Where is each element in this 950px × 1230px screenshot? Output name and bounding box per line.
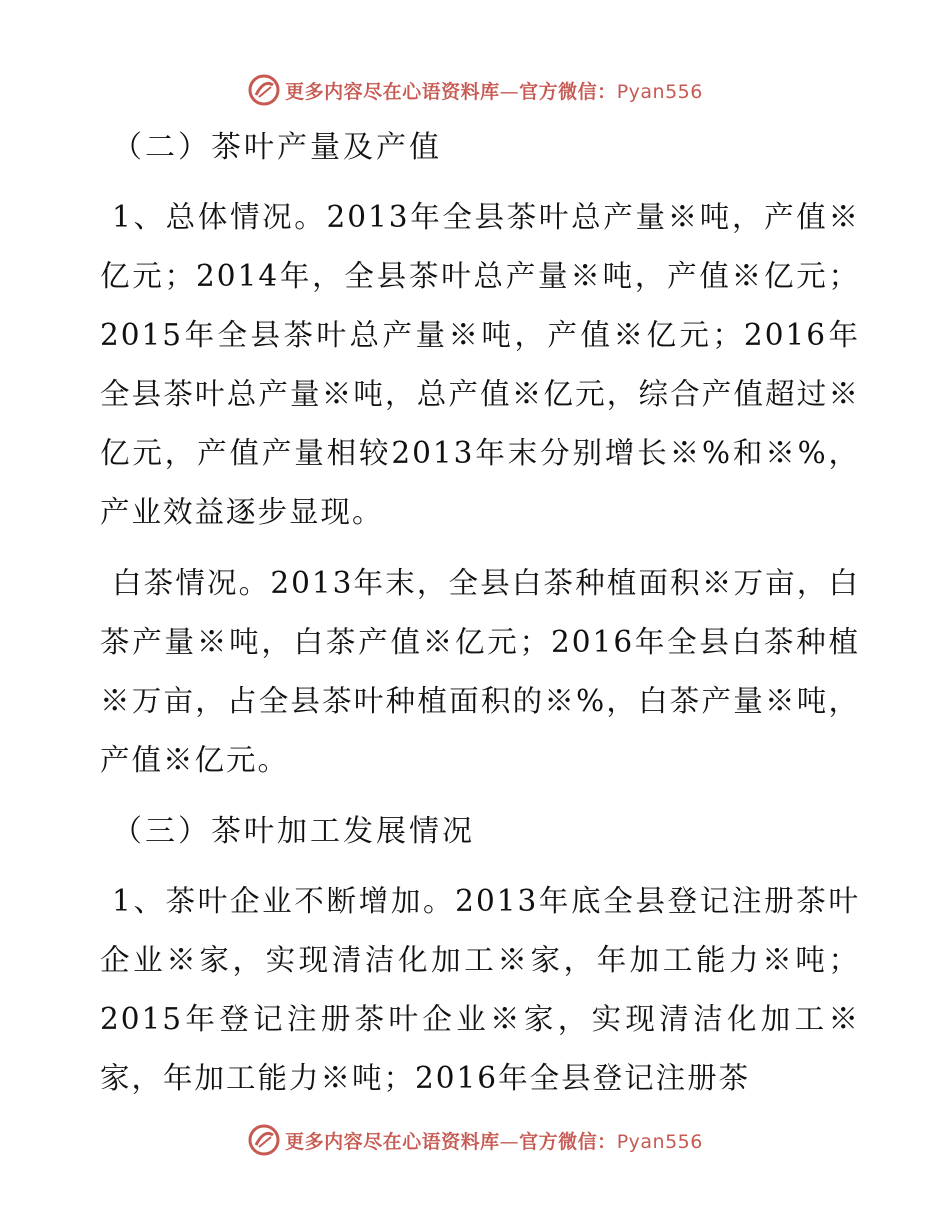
footer-watermark-text: 更多内容尽在心语资料库—官方微信：Pyan556 bbox=[285, 1130, 703, 1153]
logo-icon bbox=[247, 73, 281, 107]
section-heading-3: （三）茶叶加工发展情况 bbox=[112, 814, 475, 849]
section-heading-2: （二）茶叶产量及产值 bbox=[112, 130, 442, 165]
document-body bbox=[100, 118, 860, 1120]
footer-watermark-banner bbox=[0, 1120, 950, 1160]
paragraph-enterprises: 1、茶叶企业不断增加。2013年底全县登记注册茶叶企业※家，实现清洁化加工※家，年加工能力※吨；2015年登记注册茶叶企业※家，实现清洁化加工※家，年加工能力※吨；2016年全县登记注册茶 bbox=[100, 884, 860, 1095]
header-watermark-banner bbox=[0, 70, 950, 110]
paragraph-overall: 1、总体情况。2013年全县茶叶总产量※吨，产值※亿元；2014年，全县茶叶总产量※吨，产值※亿元；2015年全县茶叶总产量※吨，产值※亿元；2016年全县茶叶总产量※吨，总产值※亿元，综合产值超过※亿元，产值产量相较2013年末分别增长※%和※%，产业效益逐步显现。 bbox=[100, 200, 860, 529]
paragraph-white-tea: 白茶情况。2013年末，全县白茶种植面积※万亩，白茶产量※吨，白茶产值※亿元；2016年全县白茶种植※万亩，占全县茶叶种植面积的※%，白茶产量※吨，产值※亿元。 bbox=[100, 566, 860, 777]
logo-icon bbox=[247, 1123, 281, 1157]
header-watermark-text: 更多内容尽在心语资料库—官方微信：Pyan556 bbox=[285, 80, 703, 103]
